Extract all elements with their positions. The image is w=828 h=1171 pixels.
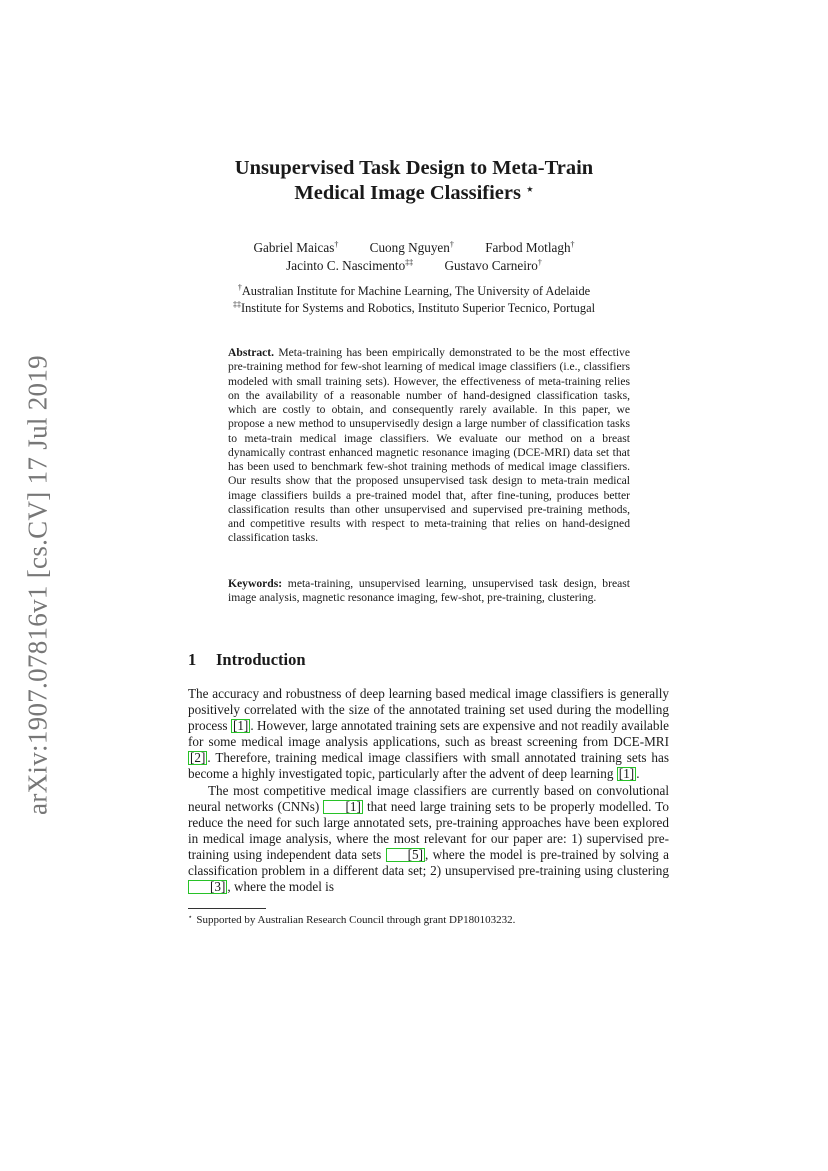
paragraph: The most competitive medical image classifiers are currently based on convolutional neural networks (CNNs) [1] that need large training sets to be properly modelled. To reduce the need for such large annotated sets, pre-training approaches have been explored in medical image analysis, where the most relevant for our paper are: 1) supervised pre-training using independent data sets [5] , where the model is pre-trained by solving a classification problem in a different data set; 2) unsupervised pre-training using clustering [3] , where the model is bbox=[188, 782, 669, 895]
arxiv-identifier: arXiv:1907.07816v1 [cs.CV] 17 Jul 2019 bbox=[22, 355, 53, 815]
author-row-1 bbox=[0, 239, 828, 257]
footnote-mark: ⋆ bbox=[188, 913, 193, 921]
author: Gustavo Carneiro† bbox=[444, 258, 542, 273]
section-heading bbox=[188, 650, 306, 670]
keywords bbox=[228, 577, 630, 606]
citation-link[interactable]: [1] bbox=[618, 766, 635, 782]
paper-title bbox=[0, 156, 828, 206]
paragraph: The accuracy and robustness of deep learning based medical image classifiers is generally positively correlated with the size of the annotated training set used during the modelling process [1] . However, large annotated training sets are expensive and not readily available for some medical image analysis applications, such as breast screening from DCE-MRI [2] . Therefore, training medical image classifiers with small annotated training sets has become a highly investigated topic, particularly after the advent of deep learning [1] . bbox=[188, 686, 669, 782]
title-line-2-text: Medical Image Classifiers bbox=[294, 182, 521, 204]
keywords-text: meta-training, unsupervised learning, unsupervised task design, breast image analysis, magnetic resonance imaging, few-shot, pre-training, clustering. bbox=[228, 577, 630, 605]
keywords-label: Keywords: bbox=[228, 577, 283, 590]
affiliation: †Australian Institute for Machine Learning, The University of Adelaide bbox=[237, 283, 591, 298]
author: Cuong Nguyen† bbox=[369, 240, 454, 255]
footnote bbox=[188, 913, 515, 927]
citation-link[interactable]: [3] bbox=[188, 880, 227, 894]
author: Farbod Motlagh† bbox=[485, 240, 575, 255]
title-footnote-mark: ⋆ bbox=[526, 182, 534, 196]
section-number: 1 bbox=[188, 650, 197, 669]
citation-link[interactable]: [1] bbox=[323, 800, 362, 814]
author-row-2 bbox=[0, 257, 828, 275]
body-text bbox=[188, 686, 669, 895]
footnote-text: Supported by Australian Research Council through grant DP180103232. bbox=[196, 914, 516, 926]
abstract-text: Meta-training has been empirically demonstrated to be the most effective pre-training method for few-shot learning of medical image classifiers (i.e., classifiers modeled with small training sets). However, the effectiveness of meta-training relies on the availability of a reasonable number of hand-designed classification tasks, which are costly to obtain, and consequently rarely available. In this paper, we propose a new method to unsupervisedly design a large number of classification tasks to meta-train medical image classifiers. We evaluate our method on a breast dynamically contrast enhanced magnetic resonance imaging (DCE-MRI) data set that has been used to benchmark few-shot training methods of medical image classifiers. Our results show that the proposed unsupervised task design to meta-train medical image classifiers builds a pre-trained model that, after fine-tuning, produces better classification results than other unsupervised and supervised pre-training methods, and competitive results with respect to meta-training that relies on hand-designed classification tasks. bbox=[228, 346, 630, 545]
author: Gabriel Maicas† bbox=[253, 240, 339, 255]
citation-link[interactable]: [5] bbox=[386, 848, 425, 862]
title-line-2 bbox=[0, 181, 828, 206]
footnote-rule bbox=[188, 908, 266, 909]
affiliations bbox=[0, 283, 828, 317]
citation-link[interactable]: [1] bbox=[232, 718, 249, 734]
abstract bbox=[228, 346, 630, 546]
abstract-label: Abstract. bbox=[228, 346, 275, 359]
author-list bbox=[0, 239, 828, 275]
title-line-1: Unsupervised Task Design to Meta-Train bbox=[234, 157, 594, 179]
affiliation: ‡‡Institute for Systems and Robotics, Instituto Superior Tecnico, Portugal bbox=[232, 300, 596, 315]
author: Jacinto C. Nascimento‡‡ bbox=[286, 258, 414, 273]
citation-link[interactable]: [2] bbox=[190, 750, 206, 766]
section-title: Introduction bbox=[216, 650, 306, 669]
